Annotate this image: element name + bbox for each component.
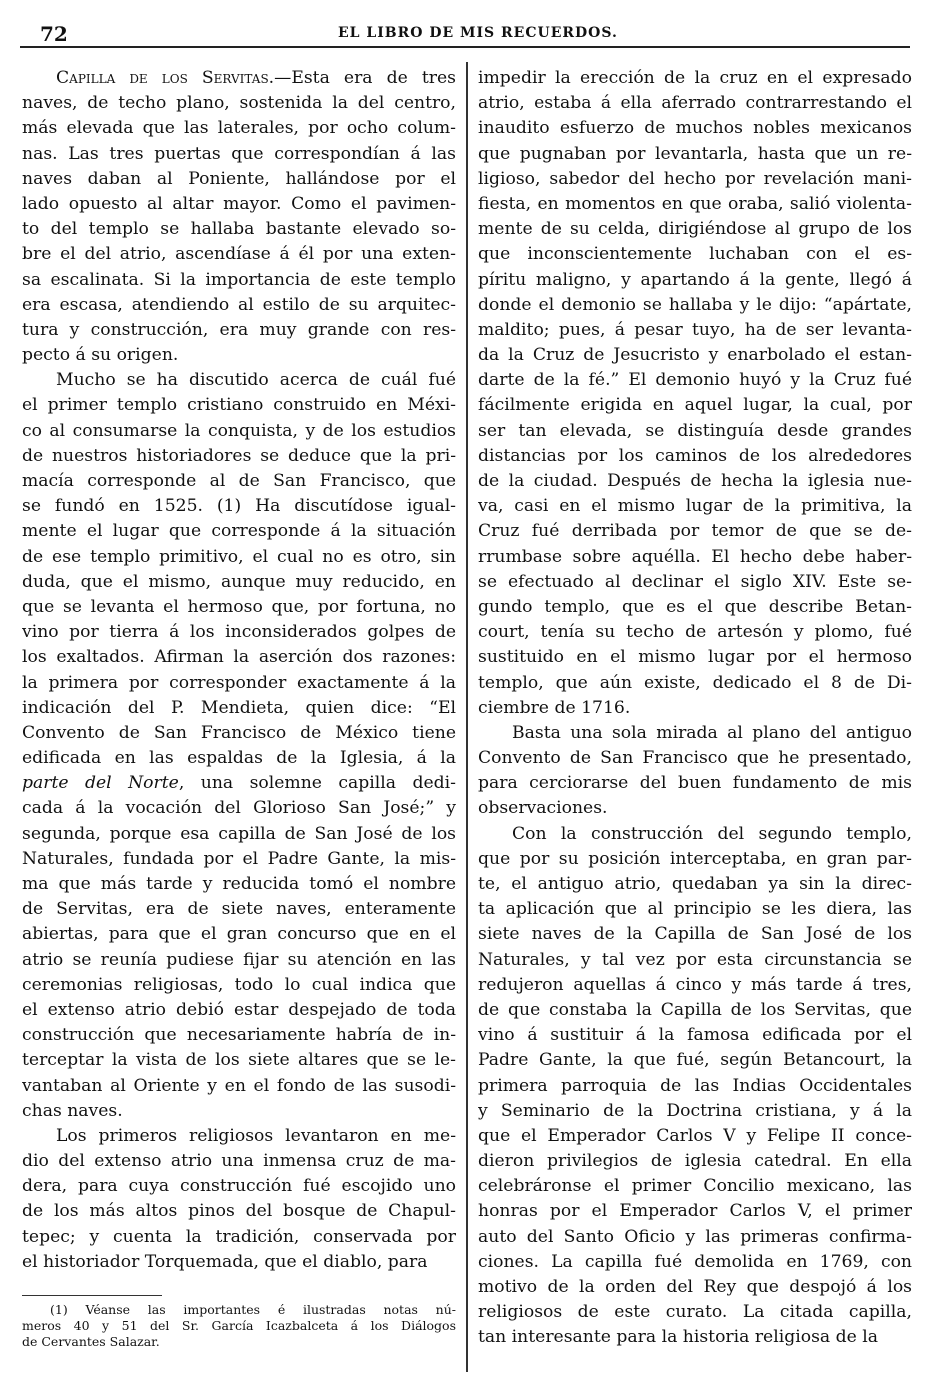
text-line: Basta una sola mirada al plano del antiguo — [512, 722, 912, 743]
footnote — [22, 1302, 456, 1350]
text-line: gundo templo, que es el que describe Betan- — [478, 596, 912, 617]
column-divider — [466, 62, 468, 1372]
text-line: dera, para cuya construcción fué escojido uno — [22, 1176, 456, 1197]
text-line: te, el antiguo atrio, quedaban ya sin la direc- — [478, 874, 912, 894]
text-line: mente el lugar que corresponde á la situación — [22, 521, 456, 542]
text-line: religiosos de este curato. La citada capilla, — [478, 1302, 912, 1323]
text-line: Naturales, fundada por el Padre Gante, la mis- — [22, 848, 456, 869]
text-line: tan interesante para la historia religiosa de la — [478, 1327, 878, 1348]
text-line: rrumbase sobre aquélla. El hecho debe haber- — [478, 546, 912, 567]
text-line: vino por tierra á los inconsiderados golpes de — [22, 622, 456, 643]
text-line: Padre Gante, la que fué, según Betancourt, la — [478, 1050, 912, 1071]
text-line: terceptar la vista de los siete altares que se le- — [22, 1050, 456, 1071]
text-line: naves daban al Poniente, hallándose por el — [22, 168, 456, 189]
text-line: los exaltados. Afirman la aserción dos razones: — [22, 647, 456, 668]
text-line: Convento de San Francisco de México tiene — [22, 722, 456, 743]
text-line: que por su posición interceptaba, en gran par- — [478, 848, 912, 869]
italic-phrase: parte del Norte — [22, 773, 179, 794]
section-heading: Capilla de los Servitas. — [56, 68, 275, 88]
text-line: de los más altos pinos del bosque de Chapul- — [22, 1201, 456, 1222]
text-line: ser tan elevada, se distinguía desde grandes — [478, 420, 912, 441]
text-line: edificada en las espaldas de la Iglesia, á la — [22, 748, 456, 769]
text-line: donde el demonio se hallaba y le dijo: “apártate, — [478, 294, 912, 315]
text-line: Capilla de los Servitas.—Esta era de tres — [56, 68, 456, 88]
text-line: se fundó en 1525. (1) Ha discutídose igual- — [22, 496, 456, 517]
text-line: primera parroquia de las Indias Occidentales — [478, 1075, 912, 1096]
header-rule — [20, 46, 910, 48]
text-line: bre el del atrio, ascendíase á él por una exten- — [22, 244, 456, 265]
text-line: era escasa, atendiendo al estilo de su arquitec- — [22, 294, 456, 315]
text-line: para cerciorarse del buen fundamento de mis — [478, 773, 912, 794]
text-line: cada á la vocación del Glorioso San José;” y — [22, 798, 456, 819]
text-line: ceremonias religiosas, todo lo cual indica que — [22, 974, 456, 995]
text-line: construcción que necesariamente habría de in- — [22, 1025, 456, 1046]
text-line: ta aplicación que al principio se les diera, las — [478, 899, 912, 920]
text-line: parte del Norte, una solemne capilla dedi- — [22, 773, 456, 794]
text-line: atrio se reunía pudiese fijar su atención en las — [22, 949, 456, 970]
text-line: de que constaba la Capilla de los Servitas, que — [478, 999, 912, 1020]
page-number: 72 — [40, 22, 68, 46]
text-line: templo, que aún existe, dedicado el 8 de Di- — [478, 672, 912, 693]
text-line: observaciones. — [478, 798, 608, 819]
right-column — [478, 66, 912, 1351]
text-line: Convento de San Francisco que he presentado, — [478, 748, 912, 769]
text-line: vantaban al Oriente y en el fondo de las susodi- — [22, 1075, 456, 1096]
text-line: sustituido en el mismo lugar por el hermoso — [478, 647, 912, 668]
text-line: fiesta, en momentos en que oraba, salió violenta- — [478, 193, 912, 214]
text-line: honras por el Emperador Carlos V, el primer — [478, 1201, 912, 1222]
text-line: dio del extenso atrio una inmensa cruz de ma- — [22, 1151, 456, 1172]
text-line: motivo de la orden del Rey que despojó á los — [478, 1277, 912, 1297]
footnote-line: (1) Véanse las importantes é ilustradas notas nú- — [50, 1302, 456, 1317]
text-line: el extenso atrio debió estar despejado de toda — [22, 999, 456, 1020]
text-line: da la Cruz de Jesucristo y enarbolado el estan- — [478, 345, 912, 366]
text-line: ligioso, sabedor del hecho por revelación mani- — [478, 168, 912, 189]
text-line: atrio, estaba á ella aferrado contrarrestando el — [478, 93, 912, 114]
text-line: que pugnaban por levantarla, hasta que un re- — [478, 143, 912, 164]
text-line: tepec; y cuenta la tradición, conservada por — [22, 1226, 456, 1247]
text-line: la primera por corresponder exactamente á la — [22, 672, 456, 693]
text-line: vino á sustituir á la famosa edificada por el — [478, 1025, 912, 1046]
text-line: se efectuado al declinar el siglo XIV. Este se- — [478, 571, 912, 592]
text-line: lado opuesto al altar mayor. Como el pavimen- — [22, 193, 456, 214]
text-line: de nuestros historiadores se deduce que la pri- — [22, 445, 456, 466]
text-line: el primer templo cristiano construido en Méxi- — [22, 395, 456, 416]
text-line: Naturales, y tal vez por esta circunstancia se — [478, 949, 912, 970]
text-line: darte de la fé.” El demonio huyó y la Cruz fué — [478, 370, 912, 391]
text-line: dieron privilegios de iglesia catedral. En ella — [478, 1151, 912, 1172]
text-line: nas. Las tres puertas que correspondían á las — [22, 143, 456, 164]
text-line: tura y construcción, era muy grande con res- — [22, 319, 456, 340]
text-line: inaudito esfuerzo de muchos nobles mexicanos — [478, 118, 912, 139]
text-line: de la ciudad. Después de hecha la iglesia nue- — [478, 471, 912, 491]
text-line: y Seminario de la Doctrina cristiana, y á la — [478, 1100, 912, 1121]
text-line: fácilmente erigida en aquel lugar, la cual, por — [478, 395, 912, 416]
footnote-line: meros 40 y 51 del Sr. García Icazbalceta á los Diálogos — [22, 1318, 456, 1333]
text-line: píritu maligno, y apartando á la gente, llegó á — [478, 269, 912, 290]
text-line: siete naves de la Capilla de San José de los — [478, 924, 912, 945]
text-line: impedir la erección de la cruz en el expresado — [478, 68, 912, 88]
text-line: ciembre de 1716. — [478, 697, 631, 718]
text-line: de Servitas, era de siete naves, enteramente — [22, 899, 456, 920]
text-line: que se levanta el hermoso que, por fortuna, no — [22, 596, 456, 617]
text-line: redujeron aquellas á cinco y más tarde á tres, — [478, 974, 912, 995]
text-line: maldito; pues, á pesar tuyo, ha de ser levanta- — [478, 319, 912, 340]
text-line: indicación del P. Mendieta, quien dice: “El — [22, 697, 456, 718]
text-line: el historiador Torquemada, que el diablo, para — [22, 1251, 428, 1272]
text-line: to del templo se hallaba bastante elevado so- — [22, 219, 456, 240]
text-line: que inconscientemente luchaban con el es- — [478, 244, 912, 265]
text-line: Mucho se ha discutido acerca de cuál fué — [56, 370, 456, 391]
text-line: abiertas, para que el gran concurso que en el — [22, 924, 456, 945]
text-line: co al consumarse la conquista, y de los estudios — [22, 420, 456, 441]
text-line: Con la construcción del segundo templo, — [512, 823, 912, 844]
running-title: EL LIBRO DE MIS RECUERDOS. — [338, 25, 618, 41]
text-line: sa escalinata. Si la importancia de este templo — [22, 269, 456, 290]
text-line: más elevada que las laterales, por ocho colum- — [22, 118, 456, 139]
text-line: mente de su celda, dirigiéndose al grupo de los — [478, 219, 912, 240]
text-line: chas naves. — [22, 1100, 123, 1121]
text-line: va, casi en el mismo lugar de la primitiva, la — [478, 496, 912, 517]
text-line: ma que más tarde y reducida tomó el nombre — [22, 874, 456, 894]
text-line: pecto á su origen. — [22, 345, 179, 366]
text-line: naves, de techo plano, sostenida la del centro, — [22, 93, 456, 114]
text-line: Cruz fué derribada por temor de que se de- — [478, 521, 912, 542]
footnote-rule — [22, 1295, 162, 1296]
text-line: auto del Santo Oficio y las primeras confirma- — [478, 1226, 912, 1247]
footnote-line: de Cervantes Salazar. — [22, 1334, 160, 1349]
left-column — [22, 66, 456, 1275]
page-header — [40, 22, 906, 46]
text-line: de ese templo primitivo, el cual no es otro, sin — [22, 546, 456, 567]
text-line: court, tenía su techo de artesón y plomo, fué — [478, 622, 912, 643]
text-line: segunda, porque esa capilla de San José de los — [22, 823, 456, 844]
text-line: ciones. La capilla fué demolida en 1769, con — [478, 1251, 912, 1272]
text-line: Los primeros religiosos levantaron en me- — [56, 1125, 456, 1146]
text-line: celebráronse el primer Concilio mexicano, las — [478, 1176, 912, 1197]
text-line: que el Emperador Carlos V y Felipe II conce- — [478, 1125, 912, 1146]
text-line: duda, que el mismo, aunque muy reducido, en — [22, 571, 456, 592]
text-line: macía corresponde al de San Francisco, que — [22, 471, 456, 491]
text-line: distancias por los caminos de los alrededores — [478, 445, 912, 466]
